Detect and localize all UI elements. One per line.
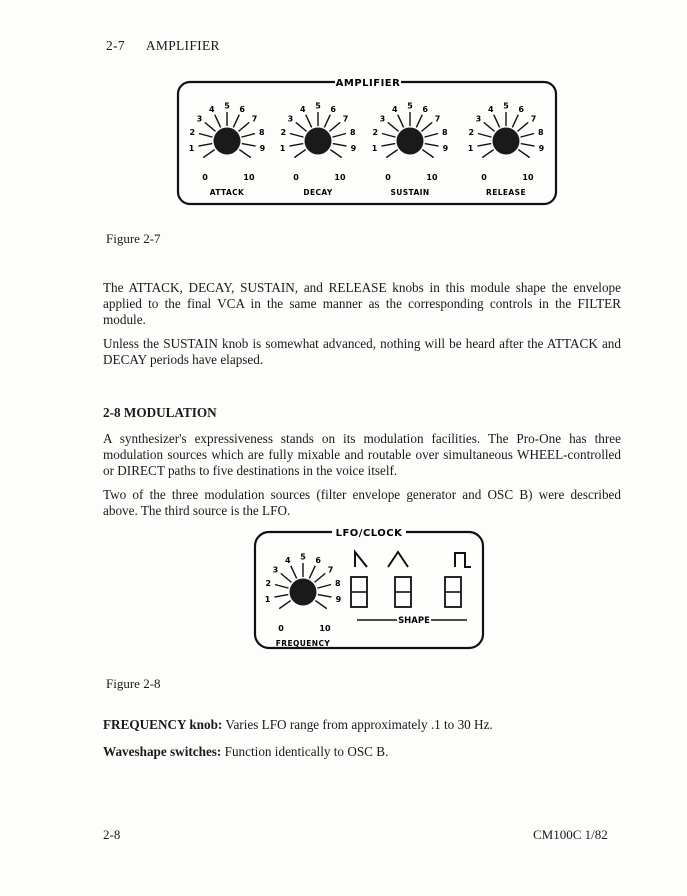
knob-tick: [329, 122, 340, 131]
knob-scale-label: 2: [189, 128, 196, 138]
knob-scale-label: 0: [293, 173, 299, 182]
modulation-heading: 2-8 MODULATION: [103, 405, 217, 420]
knob-tick: [275, 584, 289, 588]
knob-tick: [314, 573, 325, 582]
knob-scale-label: 1: [264, 594, 271, 604]
figure-2-8-caption: Figure 2-8: [106, 676, 161, 691]
knob-tick: [478, 133, 492, 137]
knob-scale-label: 10: [319, 624, 331, 633]
knob-tick: [238, 122, 249, 131]
figure-2-7-caption: Figure 2-7: [106, 231, 161, 246]
knob-scale-label: 8: [537, 128, 544, 138]
paragraph-sustain-note: Unless the SUSTAIN knob is somewhat advanced, nothing will be heard after the ATTACK and DECAY periods have elapsed.: [103, 336, 621, 367]
knob-tick: [318, 595, 332, 597]
knob-tick: [294, 150, 305, 158]
knob-scale-label: 9: [335, 594, 342, 604]
triangle-icon: [388, 552, 408, 567]
knob-scale-label: 4: [299, 104, 306, 114]
knob-tick: [332, 133, 346, 137]
knob-scale-label: 7: [342, 114, 349, 124]
sawtooth-icon: [355, 552, 367, 567]
knob-scale-label: 2: [280, 128, 287, 138]
knob-scale-label: 8: [334, 579, 341, 589]
knob-tick: [484, 122, 495, 131]
knob-label: SUSTAIN: [390, 188, 430, 197]
knob-tick: [241, 133, 255, 137]
knob-scale-label: 6: [315, 555, 322, 565]
knob-tick: [215, 115, 221, 128]
knob-scale-label: 8: [349, 128, 356, 138]
knob-tick: [425, 144, 439, 146]
knob-cap[interactable]: [493, 128, 520, 155]
knob-scale-label: 6: [330, 104, 337, 114]
paragraph-modulation-sources: Two of the three modulation sources (filter envelope generator and OSC B) were described above. The third source is the LFO.: [103, 487, 621, 518]
knob-scale-label: 3: [287, 114, 294, 124]
knob-tick: [198, 144, 212, 146]
amplifier-panel-figure: [170, 72, 565, 210]
lfo-panel-title: LFO/CLOCK: [335, 528, 403, 539]
definition-term: Waveshape switches:: [103, 744, 222, 759]
release-knob[interactable]: [468, 102, 545, 198]
section-number: 2-7: [106, 38, 125, 53]
knob-tick: [291, 566, 297, 579]
knob-scale-label: 2: [468, 128, 475, 138]
knob-tick: [422, 150, 433, 158]
knob-tick: [494, 115, 500, 128]
knob-scale-label: 4: [487, 104, 494, 114]
knob-scale-label: 6: [239, 104, 246, 114]
definition-frequency: [103, 717, 493, 733]
knob-scale-label: 1: [371, 143, 378, 153]
knob-scale-label: 5: [503, 101, 509, 111]
knob-tick: [239, 150, 250, 158]
definition-waveshape: [103, 744, 388, 760]
knob-tick: [296, 122, 307, 131]
definition-text: Function identically to OSC B.: [224, 744, 389, 759]
knob-tick: [233, 115, 239, 128]
knob-scale-label: 4: [284, 555, 291, 565]
knob-tick: [290, 133, 304, 137]
knob-label: ATTACK: [209, 188, 245, 197]
knob-tick: [309, 566, 315, 579]
knob-tick: [388, 122, 399, 131]
attack-knob[interactable]: [189, 102, 266, 198]
knob-cap[interactable]: [214, 128, 241, 155]
knob-scale-label: 4: [208, 104, 215, 114]
knob-scale-label: 0: [481, 173, 487, 182]
knob-scale-label: 6: [518, 104, 525, 114]
knob-scale-label: 7: [327, 565, 334, 575]
knob-tick: [381, 144, 395, 146]
knob-tick: [330, 150, 341, 158]
knob-label: FREQUENCY: [275, 639, 331, 648]
shape-switch-sawtooth[interactable]: [351, 577, 367, 607]
knob-tick: [315, 601, 326, 609]
knob-scale-label: 1: [188, 143, 195, 153]
knob-scale-label: 6: [422, 104, 429, 114]
knob-scale-label: 2: [265, 579, 272, 589]
amp-knob-group: [189, 102, 545, 198]
knob-label: DECAY: [303, 188, 333, 197]
knob-scale-label: 0: [385, 173, 391, 182]
knob-scale-label: 0: [202, 173, 208, 182]
knob-scale-label: 3: [196, 114, 203, 124]
knob-tick: [382, 133, 396, 137]
knob-tick: [242, 144, 256, 146]
amplifier-panel-title: AMPLIFIER: [335, 78, 401, 89]
knob-scale-label: 9: [350, 143, 357, 153]
knob-scale-label: 4: [391, 104, 398, 114]
lfo-knob-group: [265, 553, 342, 649]
paragraph-adsr-knobs: The ATTACK, DECAY, SUSTAIN, and RELEASE knobs in this module shape the envelope applied to the final VCA in the same manner as the corresponding controls in the FILTER module.: [103, 280, 621, 327]
knob-scale-label: 5: [407, 101, 413, 111]
knob-cap[interactable]: [305, 128, 332, 155]
knob-scale-label: 9: [442, 143, 449, 153]
knob-tick: [317, 584, 331, 588]
section-title: AMPLIFIER: [145, 38, 220, 53]
knob-tick: [482, 150, 493, 158]
knob-scale-label: 2: [372, 128, 379, 138]
decay-knob[interactable]: [280, 102, 357, 198]
shape-switch-square[interactable]: [445, 577, 461, 607]
knob-tick: [477, 144, 491, 146]
knob-scale-label: 5: [315, 101, 321, 111]
shape-switch-triangle[interactable]: [395, 577, 411, 607]
knob-tick: [386, 150, 397, 158]
knob-tick: [274, 595, 288, 597]
document-id: CM100C 1/82: [533, 827, 608, 842]
definition-term: FREQUENCY knob:: [103, 717, 223, 732]
knob-tick: [512, 115, 518, 128]
knob-scale-label: 10: [334, 173, 346, 182]
knob-tick: [205, 122, 216, 131]
knob-scale-label: 9: [259, 143, 266, 153]
knob-scale-label: 8: [258, 128, 265, 138]
knob-scale-label: 7: [530, 114, 537, 124]
knob-tick: [279, 601, 290, 609]
knob-scale-label: 3: [379, 114, 386, 124]
knob-scale-label: 10: [243, 173, 255, 182]
knob-scale-label: 8: [441, 128, 448, 138]
lfo-panel-figure: [245, 522, 490, 650]
knob-scale-label: 0: [278, 624, 284, 633]
knob-tick: [520, 133, 534, 137]
knob-tick: [398, 115, 404, 128]
knob-scale-label: 1: [467, 143, 474, 153]
definition-text: Varies LFO range from approximately .1 to 30 Hz.: [225, 717, 493, 732]
knob-scale-label: 5: [224, 101, 230, 111]
knob-scale-label: 7: [434, 114, 441, 124]
knob-tick: [306, 115, 312, 128]
knob-scale-label: 5: [300, 552, 306, 562]
shape-label: SHAPE: [398, 616, 430, 626]
frequency-knob[interactable]: [265, 553, 342, 649]
knob-cap[interactable]: [290, 579, 317, 606]
knob-scale-label: 3: [475, 114, 482, 124]
knob-tick: [281, 573, 292, 582]
knob-tick: [424, 133, 438, 137]
knob-tick: [199, 133, 213, 137]
knob-tick: [518, 150, 529, 158]
knob-tick: [421, 122, 432, 131]
knob-scale-label: 10: [522, 173, 534, 182]
square-icon: [455, 553, 471, 567]
knob-scale-label: 3: [272, 565, 279, 575]
knob-label: RELEASE: [486, 188, 526, 197]
paragraph-modulation: A synthesizer's expressiveness stands on its modulation facilities. The Pro-One has three modulation sources which are fully mixable and routable over simultaneous WHEEL-controlled or DIRECT paths to five destinations in the voice itself.: [103, 431, 621, 478]
knob-scale-label: 1: [279, 143, 286, 153]
knob-tick: [289, 144, 303, 146]
knob-tick: [517, 122, 528, 131]
section-header: [106, 38, 220, 54]
sustain-knob[interactable]: [372, 102, 449, 198]
knob-scale-label: 9: [538, 143, 545, 153]
knob-tick: [203, 150, 214, 158]
page-number: 2-8: [103, 827, 121, 842]
knob-tick: [521, 144, 535, 146]
knob-tick: [333, 144, 347, 146]
knob-tick: [324, 115, 330, 128]
knob-cap[interactable]: [397, 128, 424, 155]
knob-tick: [416, 115, 422, 128]
knob-scale-label: 10: [426, 173, 438, 182]
knob-scale-label: 7: [251, 114, 258, 124]
